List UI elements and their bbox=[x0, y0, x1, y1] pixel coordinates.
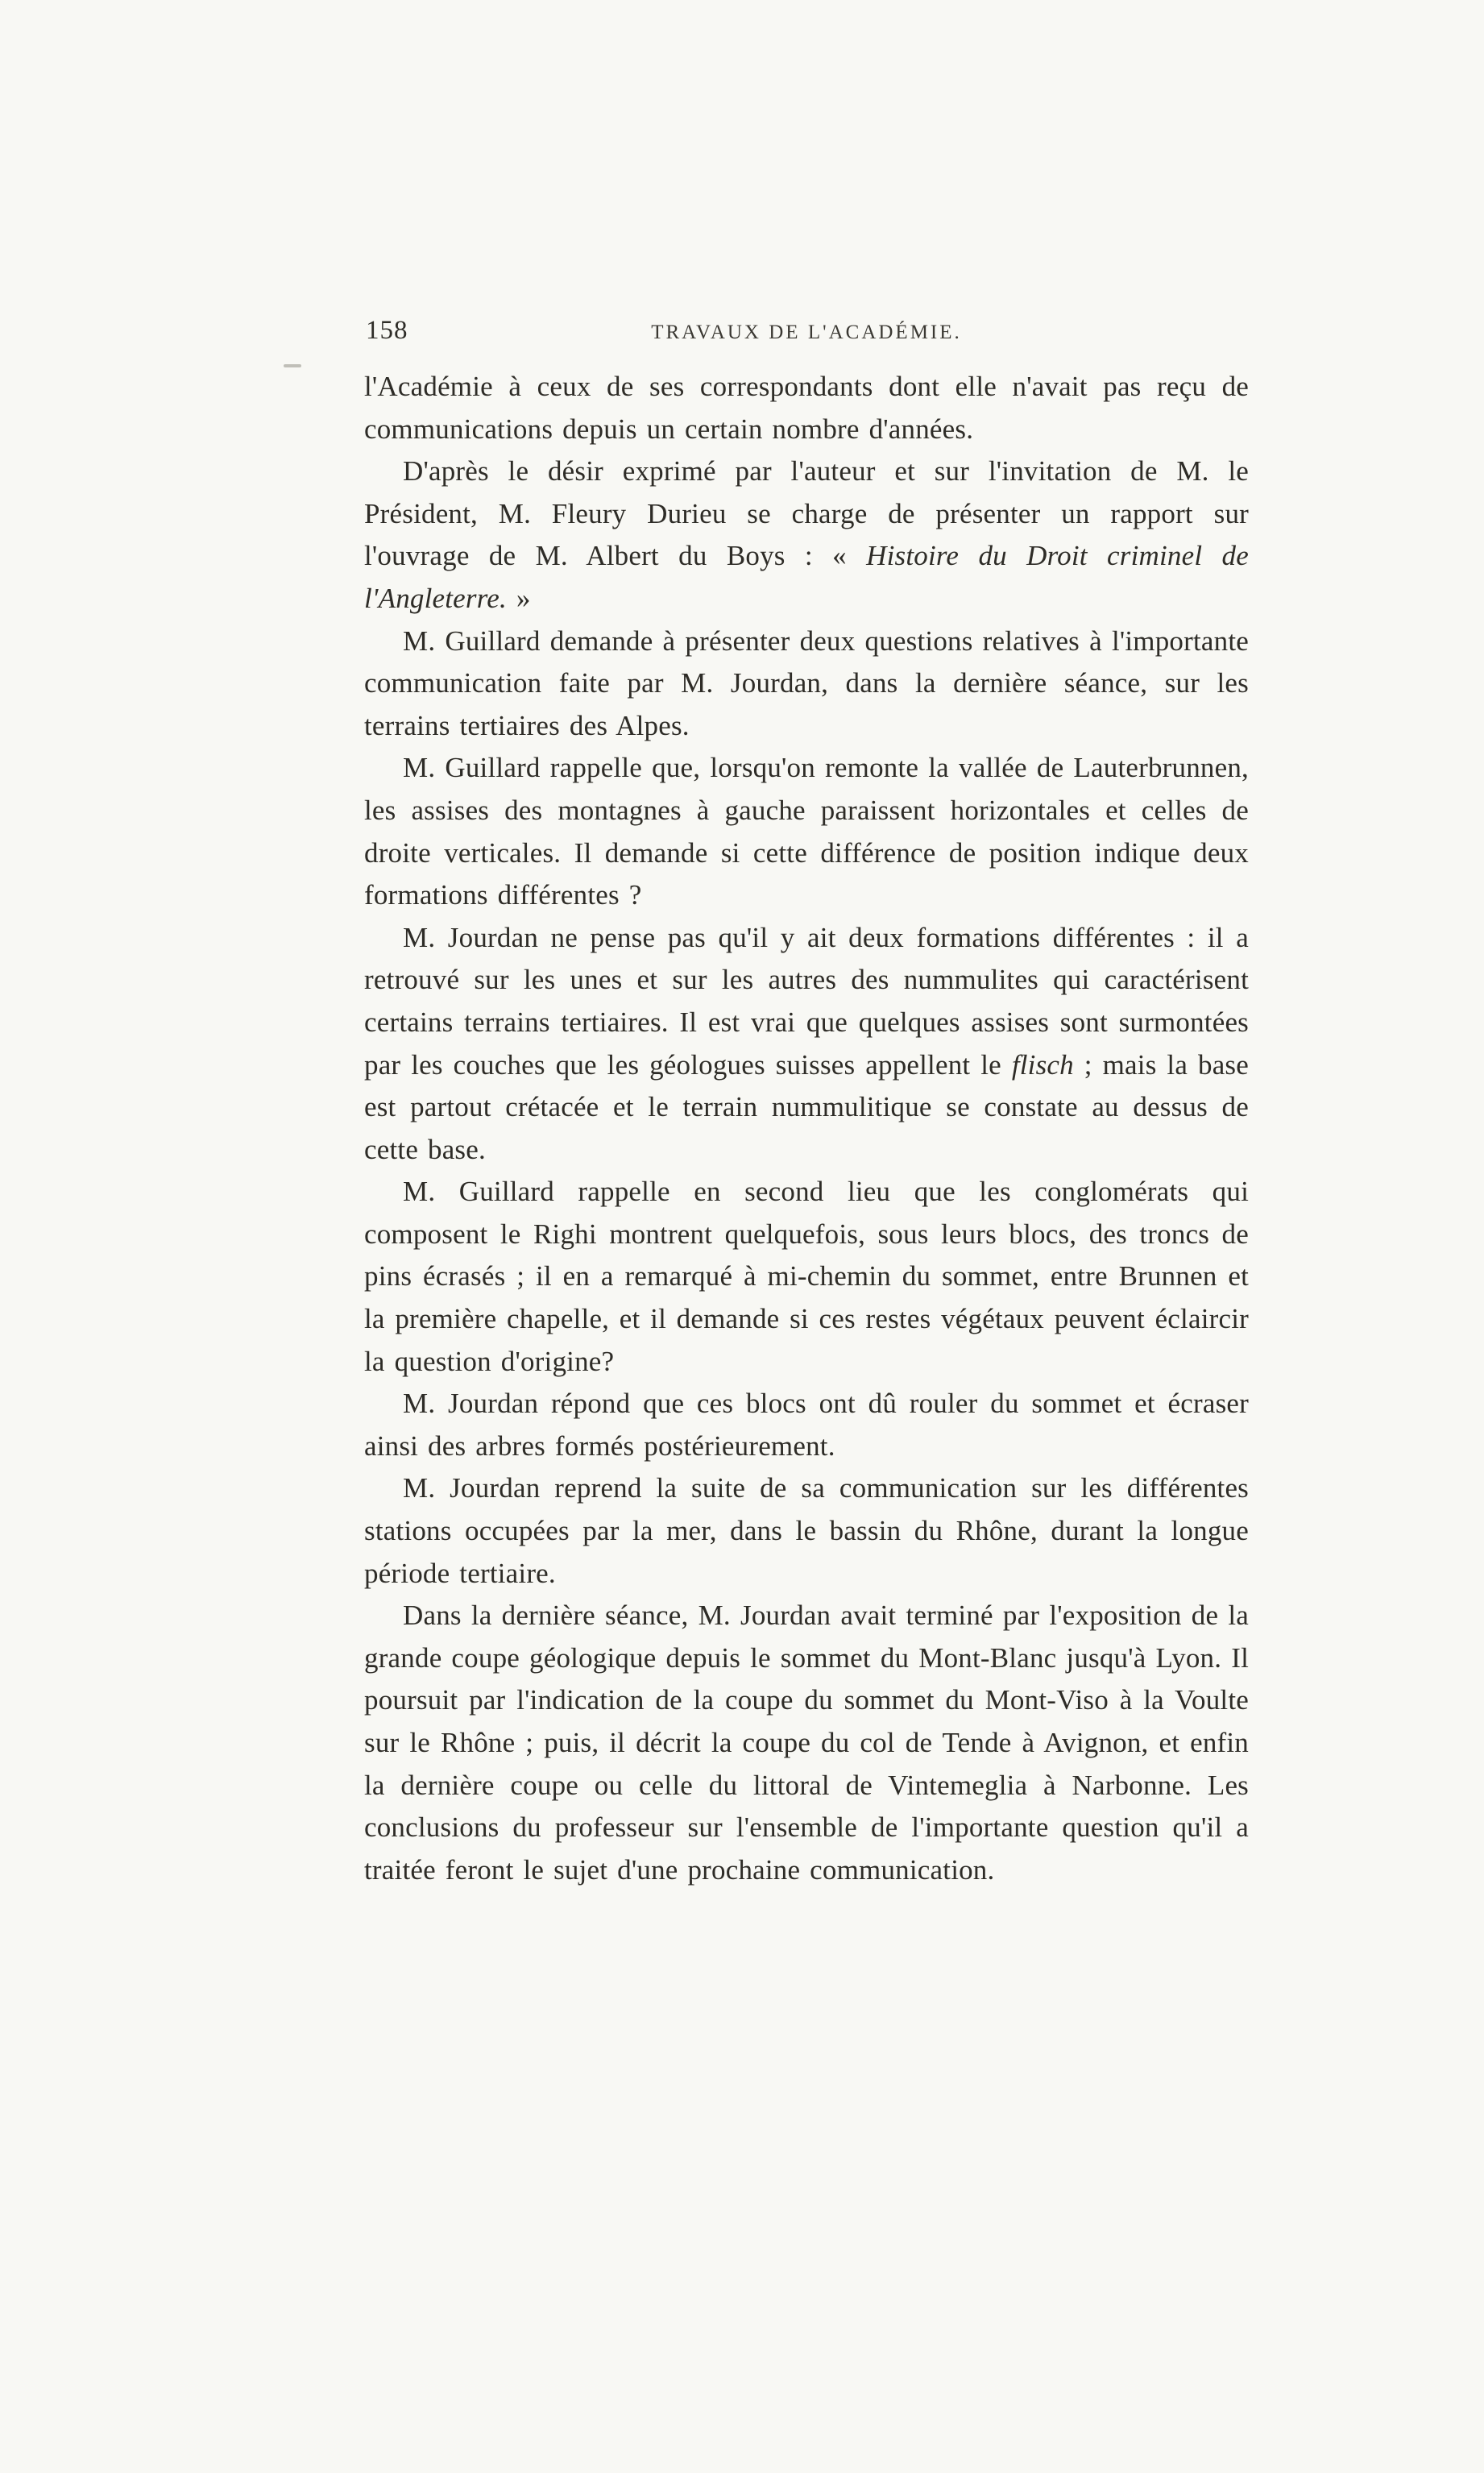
paragraph bbox=[364, 1595, 1249, 1891]
paragraph bbox=[364, 917, 1249, 1172]
paragraph-text: M. Jourdan reprend la suite de sa communication sur les différentes stations occupées par la mer, dans le bassin du Rhône, durant la longue période tertiaire. bbox=[364, 1472, 1249, 1589]
paragraph bbox=[364, 1383, 1249, 1467]
text-block bbox=[364, 316, 1249, 1891]
paragraph-text: M. Guillard rappelle en second lieu que les conglomérats qui composent le Righi montrent quelquefois, sous leurs blocs, des troncs de pins écrasés ; il en a remarqué à mi-chemin du sommet, entre Brunnen et la première chapelle, et il demande si ces restes végétaux peuvent éclaircir la question d'origine? bbox=[364, 1176, 1249, 1377]
paragraph bbox=[364, 1171, 1249, 1383]
running-header: TRAVAUX DE L'ACADÉMIE. bbox=[651, 322, 962, 343]
page-number: 158 bbox=[366, 316, 408, 345]
paragraph-text: M. Jourdan répond que ces blocs ont dû rouler du sommet et écraser ainsi des arbres formés postérieurement. bbox=[364, 1388, 1249, 1462]
paragraph-text: l'Académie à ceux de ses correspondants dont elle n'avait pas reçu de communications depuis un certain nombre d'années. bbox=[364, 371, 1249, 445]
paragraph-text: M. Jourdan ne pense pas qu'il y ait deux formations différentes : il a retrouvé sur les unes et sur les autres des nummulites qui caractérisent certains terrains tertiaires. Il est vrai que quelques assises sont surmontées par les couches que les géologues suisses appellent le bbox=[364, 921, 1249, 1081]
paragraph-text: D'après le désir exprimé par l'auteur et sur l'invitation de M. le Président, M. Fleury Durieu se charge de présenter un rapport sur l'ouvrage de M. Albert du Boys : « bbox=[364, 455, 1249, 572]
paragraph bbox=[364, 450, 1249, 620]
paragraph bbox=[364, 620, 1249, 748]
paragraph-text-italic: flisch bbox=[1011, 1048, 1074, 1081]
paragraph-text: M. Guillard demande à présenter deux questions relatives à l'importante communication faite par M. Jourdan, dans la dernière séance, sur les terrains tertiaires des Alpes. bbox=[364, 624, 1249, 741]
scan-artifact-mark bbox=[284, 364, 301, 367]
paragraph-text: ; mais la base est partout crétacée et le terrain nummulitique se constate au dessus de cette base. bbox=[364, 1048, 1249, 1165]
paragraph bbox=[364, 366, 1249, 450]
paragraph-text: » bbox=[506, 582, 531, 614]
page-header bbox=[364, 316, 1249, 353]
paragraph-text: Dans la dernière séance, M. Jourdan avait terminé par l'exposition de la grande coupe géologique depuis le sommet du Mont-Blanc jusqu'à Lyon. Il poursuit par l'indication de la coupe du sommet du Mont-Viso à la Voulte sur le Rhône ; puis, il décrit la coupe du col de Tende à Avignon, et enfin la dernière coupe ou celle du littoral de Vintemeglia à Narbonne. Les conclusions du professeur sur l'ensemble de l'importante question qu'il a traitée feront le sujet d'une prochaine communication. bbox=[364, 1600, 1249, 1886]
page-body bbox=[364, 366, 1249, 1891]
paragraph-text-italic: Histoire du Droit criminel de l'Angleterre. bbox=[364, 540, 1249, 614]
paragraph bbox=[364, 747, 1249, 916]
paragraph bbox=[364, 1467, 1249, 1595]
paragraph-text: M. Guillard rappelle que, lorsqu'on remonte la vallée de Lauterbrunnen, les assises des montagnes à gauche paraissent horizontales et celles de droite verticales. Il demande si cette différence de position indique deux formations différentes ? bbox=[364, 752, 1249, 911]
